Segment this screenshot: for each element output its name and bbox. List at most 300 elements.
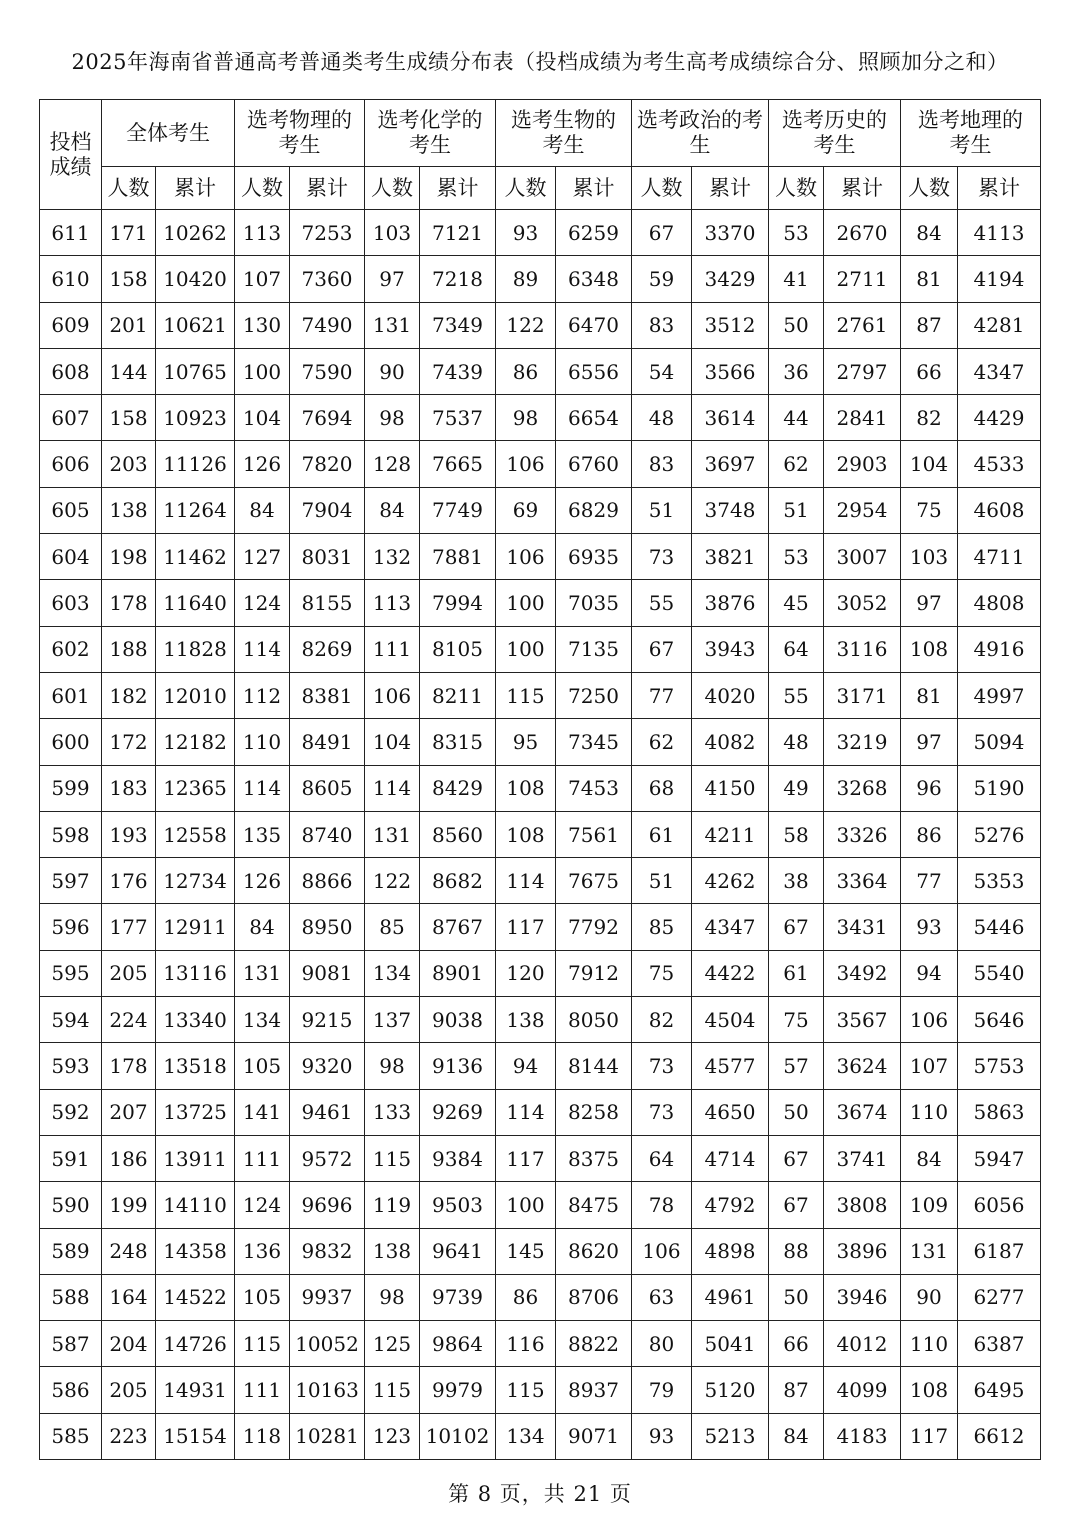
count-cell: 58 — [769, 811, 824, 857]
cumulative-subheader: 累计 — [824, 167, 901, 210]
cumulative-cell: 6259 — [556, 210, 632, 256]
score-cell: 611 — [40, 210, 102, 256]
count-cell: 108 — [496, 765, 556, 811]
cumulative-cell: 4183 — [824, 1413, 901, 1459]
cumulative-cell: 4422 — [692, 950, 769, 996]
count-cell: 103 — [901, 534, 958, 580]
count-cell: 131 — [365, 811, 420, 857]
count-cell: 69 — [496, 487, 556, 533]
cumulative-cell: 3512 — [692, 302, 769, 348]
count-cell: 97 — [901, 580, 958, 626]
cumulative-cell: 9215 — [290, 997, 365, 1043]
cumulative-cell: 7994 — [420, 580, 496, 626]
count-cell: 171 — [102, 210, 156, 256]
count-cell: 124 — [235, 580, 290, 626]
cumulative-cell: 8491 — [290, 719, 365, 765]
cumulative-cell: 4714 — [692, 1135, 769, 1181]
count-cell: 118 — [235, 1413, 290, 1459]
count-subheader: 人数 — [365, 167, 420, 210]
cumulative-cell: 9641 — [420, 1228, 496, 1274]
score-cell: 602 — [40, 626, 102, 672]
cumulative-cell: 11264 — [156, 487, 235, 533]
cumulative-cell: 8050 — [556, 997, 632, 1043]
count-cell: 110 — [901, 1089, 958, 1135]
cumulative-cell: 8105 — [420, 626, 496, 672]
count-cell: 67 — [632, 626, 692, 672]
count-cell: 117 — [901, 1413, 958, 1459]
count-cell: 178 — [102, 580, 156, 626]
count-cell: 95 — [496, 719, 556, 765]
count-cell: 82 — [632, 997, 692, 1043]
cumulative-cell: 3007 — [824, 534, 901, 580]
count-cell: 84 — [235, 904, 290, 950]
count-cell: 128 — [365, 441, 420, 487]
count-cell: 114 — [365, 765, 420, 811]
cumulative-cell: 7253 — [290, 210, 365, 256]
count-subheader: 人数 — [235, 167, 290, 210]
count-cell: 45 — [769, 580, 824, 626]
cumulative-cell: 10262 — [156, 210, 235, 256]
count-subheader: 人数 — [769, 167, 824, 210]
count-cell: 131 — [235, 950, 290, 996]
cumulative-cell: 8211 — [420, 672, 496, 718]
count-cell: 122 — [365, 858, 420, 904]
count-cell: 100 — [496, 580, 556, 626]
count-cell: 79 — [632, 1367, 692, 1413]
table-row — [40, 904, 1041, 950]
count-cell: 77 — [632, 672, 692, 718]
cumulative-cell: 4577 — [692, 1043, 769, 1089]
count-cell: 205 — [102, 1367, 156, 1413]
cumulative-cell: 2711 — [824, 256, 901, 302]
count-cell: 113 — [365, 580, 420, 626]
cumulative-subheader: 累计 — [156, 167, 235, 210]
count-cell: 97 — [365, 256, 420, 302]
count-cell: 81 — [901, 256, 958, 302]
group-header-6: 选考地理的 考生 — [901, 100, 1041, 167]
count-cell: 62 — [632, 719, 692, 765]
count-cell: 105 — [235, 1274, 290, 1320]
count-cell: 137 — [365, 997, 420, 1043]
count-cell: 75 — [632, 950, 692, 996]
count-cell: 133 — [365, 1089, 420, 1135]
count-cell: 123 — [365, 1413, 420, 1459]
count-cell: 106 — [496, 441, 556, 487]
cumulative-cell: 4020 — [692, 672, 769, 718]
count-cell: 59 — [632, 256, 692, 302]
count-cell: 144 — [102, 348, 156, 394]
cumulative-cell: 13518 — [156, 1043, 235, 1089]
count-cell: 78 — [632, 1182, 692, 1228]
cumulative-cell: 9269 — [420, 1089, 496, 1135]
count-cell: 105 — [235, 1043, 290, 1089]
cumulative-cell: 8937 — [556, 1367, 632, 1413]
cumulative-cell: 14358 — [156, 1228, 235, 1274]
cumulative-cell: 7537 — [420, 395, 496, 441]
cumulative-cell: 5947 — [958, 1135, 1041, 1181]
count-cell: 44 — [769, 395, 824, 441]
score-cell: 593 — [40, 1043, 102, 1089]
count-cell: 73 — [632, 534, 692, 580]
document-title: 2025年海南省普通高考普通类考生成绩分布表（投档成绩为考生高考成绩综合分、照顾加分之和） — [71, 50, 1009, 74]
cumulative-cell: 8155 — [290, 580, 365, 626]
count-cell: 83 — [632, 302, 692, 348]
table-row — [40, 441, 1041, 487]
cumulative-cell: 4113 — [958, 210, 1041, 256]
count-cell: 115 — [235, 1321, 290, 1367]
cumulative-cell: 2797 — [824, 348, 901, 394]
count-cell: 114 — [235, 765, 290, 811]
cumulative-cell: 5353 — [958, 858, 1041, 904]
count-cell: 93 — [632, 1413, 692, 1459]
cumulative-cell: 3219 — [824, 719, 901, 765]
count-cell: 77 — [901, 858, 958, 904]
count-cell: 67 — [769, 1135, 824, 1181]
cumulative-cell: 9136 — [420, 1043, 496, 1089]
count-cell: 75 — [769, 997, 824, 1043]
score-cell: 601 — [40, 672, 102, 718]
score-cell: 605 — [40, 487, 102, 533]
table-row — [40, 1043, 1041, 1089]
cumulative-cell: 4194 — [958, 256, 1041, 302]
count-cell: 94 — [901, 950, 958, 996]
cumulative-cell: 14931 — [156, 1367, 235, 1413]
cumulative-cell: 5120 — [692, 1367, 769, 1413]
cumulative-cell: 4082 — [692, 719, 769, 765]
count-cell: 61 — [632, 811, 692, 857]
cumulative-cell: 7453 — [556, 765, 632, 811]
cumulative-cell: 12010 — [156, 672, 235, 718]
table-row — [40, 811, 1041, 857]
count-cell: 98 — [365, 1274, 420, 1320]
cumulative-cell: 3492 — [824, 950, 901, 996]
cumulative-cell: 9503 — [420, 1182, 496, 1228]
score-column-header: 投档 成绩 — [40, 100, 102, 210]
count-cell: 223 — [102, 1413, 156, 1459]
cumulative-cell: 8682 — [420, 858, 496, 904]
cumulative-cell: 8866 — [290, 858, 365, 904]
cumulative-cell: 6470 — [556, 302, 632, 348]
count-cell: 138 — [496, 997, 556, 1043]
count-cell: 125 — [365, 1321, 420, 1367]
cumulative-cell: 6654 — [556, 395, 632, 441]
count-cell: 87 — [901, 302, 958, 348]
count-cell: 114 — [235, 626, 290, 672]
score-cell: 597 — [40, 858, 102, 904]
cumulative-cell: 5094 — [958, 719, 1041, 765]
cumulative-cell: 8315 — [420, 719, 496, 765]
count-cell: 131 — [901, 1228, 958, 1274]
cumulative-cell: 9384 — [420, 1135, 496, 1181]
cumulative-cell: 13116 — [156, 950, 235, 996]
score-cell: 587 — [40, 1321, 102, 1367]
group-header-3: 选考生物的 考生 — [496, 100, 632, 167]
count-cell: 119 — [365, 1182, 420, 1228]
count-cell: 115 — [496, 672, 556, 718]
count-cell: 134 — [365, 950, 420, 996]
count-cell: 111 — [235, 1367, 290, 1413]
cumulative-cell: 4608 — [958, 487, 1041, 533]
count-cell: 158 — [102, 395, 156, 441]
cumulative-cell: 6387 — [958, 1321, 1041, 1367]
cumulative-cell: 10420 — [156, 256, 235, 302]
count-cell: 112 — [235, 672, 290, 718]
count-cell: 86 — [496, 1274, 556, 1320]
count-cell: 57 — [769, 1043, 824, 1089]
cumulative-cell: 8258 — [556, 1089, 632, 1135]
count-cell: 120 — [496, 950, 556, 996]
count-cell: 188 — [102, 626, 156, 672]
cumulative-cell: 12911 — [156, 904, 235, 950]
cumulative-cell: 6348 — [556, 256, 632, 302]
score-cell: 595 — [40, 950, 102, 996]
group-header-5: 选考历史的 考生 — [769, 100, 901, 167]
count-cell: 66 — [769, 1321, 824, 1367]
cumulative-cell: 10281 — [290, 1413, 365, 1459]
cumulative-cell: 4997 — [958, 672, 1041, 718]
count-cell: 73 — [632, 1043, 692, 1089]
count-cell: 113 — [235, 210, 290, 256]
cumulative-cell: 3370 — [692, 210, 769, 256]
cumulative-cell: 4150 — [692, 765, 769, 811]
cumulative-cell: 6829 — [556, 487, 632, 533]
cumulative-cell: 7035 — [556, 580, 632, 626]
count-cell: 96 — [901, 765, 958, 811]
table-row — [40, 950, 1041, 996]
count-cell: 104 — [365, 719, 420, 765]
count-cell: 111 — [235, 1135, 290, 1181]
count-cell: 83 — [632, 441, 692, 487]
count-cell: 84 — [235, 487, 290, 533]
count-cell: 134 — [235, 997, 290, 1043]
cumulative-cell: 9937 — [290, 1274, 365, 1320]
group-header-0: 全体考生 — [102, 100, 235, 167]
count-cell: 164 — [102, 1274, 156, 1320]
count-cell: 51 — [769, 487, 824, 533]
cumulative-cell: 7360 — [290, 256, 365, 302]
cumulative-cell: 3821 — [692, 534, 769, 580]
count-cell: 132 — [365, 534, 420, 580]
count-cell: 80 — [632, 1321, 692, 1367]
count-cell: 106 — [365, 672, 420, 718]
count-cell: 38 — [769, 858, 824, 904]
count-cell: 55 — [769, 672, 824, 718]
count-cell: 106 — [901, 997, 958, 1043]
count-cell: 84 — [365, 487, 420, 533]
count-cell: 108 — [901, 626, 958, 672]
cumulative-cell: 7792 — [556, 904, 632, 950]
score-cell: 608 — [40, 348, 102, 394]
cumulative-cell: 3748 — [692, 487, 769, 533]
cumulative-cell: 6277 — [958, 1274, 1041, 1320]
cumulative-cell: 13911 — [156, 1135, 235, 1181]
count-cell: 53 — [769, 534, 824, 580]
count-cell: 114 — [496, 1089, 556, 1135]
count-cell: 36 — [769, 348, 824, 394]
cumulative-cell: 8740 — [290, 811, 365, 857]
cumulative-cell: 2841 — [824, 395, 901, 441]
table-row — [40, 1089, 1041, 1135]
table-row — [40, 1228, 1041, 1274]
count-cell: 103 — [365, 210, 420, 256]
cumulative-cell: 12365 — [156, 765, 235, 811]
cumulative-cell: 3566 — [692, 348, 769, 394]
cumulative-cell: 4429 — [958, 395, 1041, 441]
cumulative-cell: 2670 — [824, 210, 901, 256]
table-row — [40, 1274, 1041, 1320]
count-cell: 111 — [365, 626, 420, 672]
count-cell: 81 — [901, 672, 958, 718]
cumulative-cell: 8822 — [556, 1321, 632, 1367]
table-row — [40, 1367, 1041, 1413]
count-cell: 117 — [496, 1135, 556, 1181]
count-cell: 127 — [235, 534, 290, 580]
score-cell: 586 — [40, 1367, 102, 1413]
count-cell: 122 — [496, 302, 556, 348]
cumulative-cell: 4012 — [824, 1321, 901, 1367]
count-cell: 131 — [365, 302, 420, 348]
cumulative-cell: 5213 — [692, 1413, 769, 1459]
count-cell: 86 — [901, 811, 958, 857]
cumulative-cell: 7881 — [420, 534, 496, 580]
cumulative-subheader: 累计 — [290, 167, 365, 210]
cumulative-cell: 7490 — [290, 302, 365, 348]
count-cell: 205 — [102, 950, 156, 996]
count-cell: 109 — [901, 1182, 958, 1228]
cumulative-cell: 9696 — [290, 1182, 365, 1228]
cumulative-cell: 4650 — [692, 1089, 769, 1135]
table-row — [40, 256, 1041, 302]
group-header-1: 选考物理的 考生 — [235, 100, 365, 167]
count-cell: 203 — [102, 441, 156, 487]
score-cell: 594 — [40, 997, 102, 1043]
score-cell: 607 — [40, 395, 102, 441]
count-cell: 88 — [769, 1228, 824, 1274]
page-number: 第 8 页，共 21 页 — [448, 1482, 632, 1506]
count-cell: 100 — [496, 626, 556, 672]
count-cell: 55 — [632, 580, 692, 626]
count-cell: 138 — [365, 1228, 420, 1274]
count-cell: 124 — [235, 1182, 290, 1228]
cumulative-cell: 7439 — [420, 348, 496, 394]
cumulative-cell: 13725 — [156, 1089, 235, 1135]
count-cell: 64 — [632, 1135, 692, 1181]
cumulative-cell: 9320 — [290, 1043, 365, 1089]
count-cell: 67 — [769, 1182, 824, 1228]
count-cell: 86 — [496, 348, 556, 394]
score-cell: 606 — [40, 441, 102, 487]
cumulative-cell: 3896 — [824, 1228, 901, 1274]
table-row — [40, 1413, 1041, 1459]
count-cell: 110 — [901, 1321, 958, 1367]
count-cell: 114 — [496, 858, 556, 904]
cumulative-cell: 5446 — [958, 904, 1041, 950]
cumulative-cell: 3624 — [824, 1043, 901, 1089]
count-cell: 204 — [102, 1321, 156, 1367]
cumulative-cell: 8144 — [556, 1043, 632, 1089]
score-cell: 596 — [40, 904, 102, 950]
cumulative-cell: 3431 — [824, 904, 901, 950]
count-cell: 104 — [901, 441, 958, 487]
count-cell: 136 — [235, 1228, 290, 1274]
group-header-4: 选考政治的考 生 — [632, 100, 769, 167]
score-cell: 588 — [40, 1274, 102, 1320]
cumulative-cell: 6556 — [556, 348, 632, 394]
count-cell: 85 — [632, 904, 692, 950]
cumulative-cell: 4211 — [692, 811, 769, 857]
cumulative-cell: 8560 — [420, 811, 496, 857]
cumulative-cell: 7665 — [420, 441, 496, 487]
count-cell: 158 — [102, 256, 156, 302]
cumulative-cell: 3943 — [692, 626, 769, 672]
cumulative-cell: 15154 — [156, 1413, 235, 1459]
cumulative-cell: 5540 — [958, 950, 1041, 996]
count-cell: 107 — [235, 256, 290, 302]
cumulative-cell: 2761 — [824, 302, 901, 348]
cumulative-cell: 7561 — [556, 811, 632, 857]
count-cell: 75 — [901, 487, 958, 533]
count-cell: 97 — [901, 719, 958, 765]
cumulative-cell: 8429 — [420, 765, 496, 811]
cumulative-cell: 4347 — [692, 904, 769, 950]
count-subheader: 人数 — [496, 167, 556, 210]
count-cell: 104 — [235, 395, 290, 441]
cumulative-cell: 3876 — [692, 580, 769, 626]
cumulative-cell: 9572 — [290, 1135, 365, 1181]
score-cell: 609 — [40, 302, 102, 348]
cumulative-cell: 7121 — [420, 210, 496, 256]
cumulative-cell: 12182 — [156, 719, 235, 765]
cumulative-cell: 6935 — [556, 534, 632, 580]
count-cell: 90 — [365, 348, 420, 394]
cumulative-cell: 10765 — [156, 348, 235, 394]
count-cell: 108 — [901, 1367, 958, 1413]
count-cell: 51 — [632, 487, 692, 533]
table-row — [40, 626, 1041, 672]
cumulative-cell: 4916 — [958, 626, 1041, 672]
count-cell: 107 — [901, 1043, 958, 1089]
score-cell: 591 — [40, 1135, 102, 1181]
cumulative-cell: 3171 — [824, 672, 901, 718]
count-cell: 93 — [901, 904, 958, 950]
table-row — [40, 534, 1041, 580]
cumulative-cell: 9038 — [420, 997, 496, 1043]
count-cell: 89 — [496, 256, 556, 302]
cumulative-cell: 8269 — [290, 626, 365, 672]
count-cell: 50 — [769, 1089, 824, 1135]
count-cell: 73 — [632, 1089, 692, 1135]
table-row — [40, 302, 1041, 348]
cumulative-cell: 9864 — [420, 1321, 496, 1367]
count-cell: 50 — [769, 1274, 824, 1320]
count-cell: 100 — [235, 348, 290, 394]
cumulative-cell: 8475 — [556, 1182, 632, 1228]
count-subheader: 人数 — [901, 167, 958, 210]
count-cell: 94 — [496, 1043, 556, 1089]
cumulative-cell: 14522 — [156, 1274, 235, 1320]
cumulative-cell: 4262 — [692, 858, 769, 904]
count-cell: 51 — [632, 858, 692, 904]
table-row — [40, 1182, 1041, 1228]
count-cell: 67 — [769, 904, 824, 950]
cumulative-cell: 3052 — [824, 580, 901, 626]
cumulative-cell: 8950 — [290, 904, 365, 950]
score-cell: 610 — [40, 256, 102, 302]
cumulative-cell: 4347 — [958, 348, 1041, 394]
cumulative-cell: 14110 — [156, 1182, 235, 1228]
cumulative-cell: 5190 — [958, 765, 1041, 811]
cumulative-cell: 11126 — [156, 441, 235, 487]
